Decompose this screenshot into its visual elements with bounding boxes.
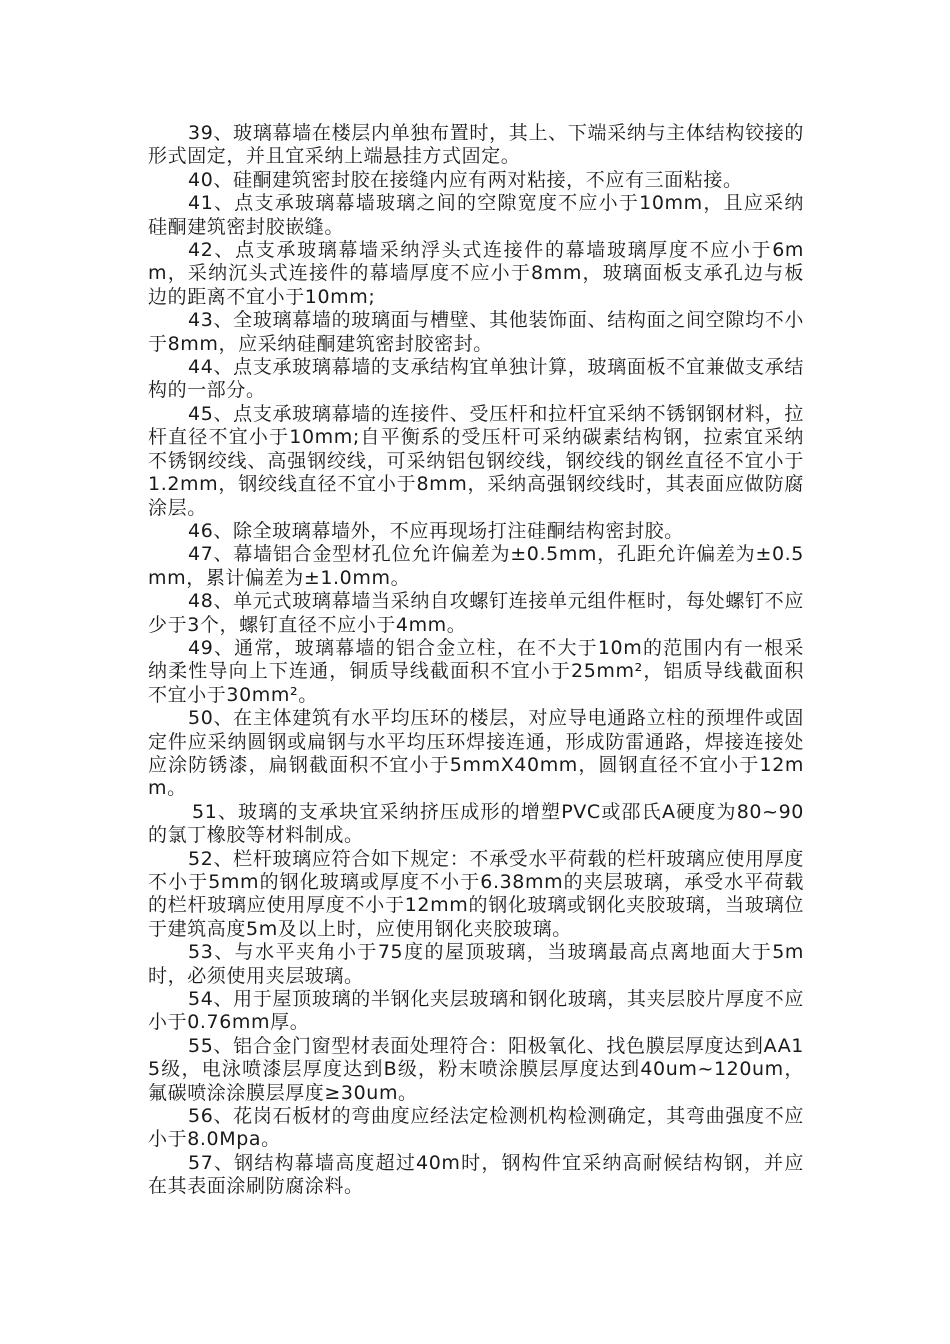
document-body xyxy=(148,122,804,1199)
paragraph-54: 54、用于屋顶玻璃的半钢化夹层玻璃和钢化玻璃，其夹层胶片厚度不应小于0.76mm厚。 xyxy=(148,988,804,1034)
paragraph-39: 39、玻璃幕墙在楼层内单独布置时，其上、下端采纳与主体结构铰接的形式固定，并且宜采纳上端悬挂方式固定。 xyxy=(148,122,804,168)
paragraph-50: 50、在主体建筑有水平均压环的楼层，对应导电通路立柱的预埋件或固定件应采纳圆钢或扁钢与水平均压环焊接连通，形成防雷通路，焊接连接处应涂防锈漆，扁钢截面积不宜小于5mmX40mm，圆钢直径不宜小于12mm。 xyxy=(148,707,804,800)
paragraph-42: 42、点支承玻璃幕墙采纳浮头式连接件的幕墙玻璃厚度不应小于6mm，采纳沉头式连接件的幕墙厚度不应小于8mm，玻璃面板支承孔边与板边的距离不宜小于10mm; xyxy=(148,239,804,308)
paragraph-57: 57、钢结构幕墙高度超过40m时，钢构件宜采纳高耐候结构钢，并应在其表面涂刷防腐涂料。 xyxy=(148,1151,804,1198)
paragraph-46: 46、除全玻璃幕墙外，不应再现场打注硅酮结构密封胶。 xyxy=(188,519,684,542)
paragraph-47: 47、幕墙铝合金型材孔位允许偏差为±0.5mm，孔距允许偏差为±0.5mm，累计偏差为±1.0mm。 xyxy=(148,543,804,589)
paragraph-51: 51、玻璃的支承块宜采纳挤压成形的增塑PVC或邵氏A硬度为80~90的氯丁橡胶等材料制成。 xyxy=(148,800,804,847)
paragraph-55: 55、铝合金门窗型材表面处理符合：阳极氧化、找色膜层厚度达到AA15级，电泳喷漆层厚度达到B级，粉末喷涂膜层厚度达到40um~120um，氟碳喷涂涂膜层厚度≥30um。 xyxy=(148,1034,804,1104)
paragraph-45: 45、点支承玻璃幕墙的连接件、受压杆和拉杆宜采纳不锈钢钢材料，拉杆直径不宜小于10mm;自平衡系的受压杆可采纳碳素结构钢，拉索宜采纳不锈钢绞线、高强钢绞线，可采纳铝包钢绞线，钢绞线的钢丝直径不宜小于1.2mm，钢绞线直径不宜小于8mm，采纳高强钢绞线时，其表面应做防腐涂层。 xyxy=(148,402,804,519)
paragraph-40: 40、硅酮建筑密封胶在接缝内应有两对粘接，不应有三面粘接。 xyxy=(188,168,743,191)
paragraph-43: 43、全玻璃幕墙的玻璃面与槽壁、其他装饰面、结构面之间空隙均不小于8mm，应采纳硅酮建筑密封胶密封。 xyxy=(148,309,804,355)
paragraph-56: 56、花岗石板材的弯曲度应经法定检测机构检测确定，其弯曲强度不应小于8.0Mpa。 xyxy=(148,1105,804,1151)
paragraph-49: 49、通常，玻璃幕墙的铝合金立柱，在不大于10m的范围内有一根采纳柔性导向上下连通，铜质导线截面积不宜小于25mm²，铝质导线截面积不宜小于30mm²。 xyxy=(148,636,804,706)
paragraph-44: 44、点支承玻璃幕墙的支承结构宜单独计算，玻璃面板不宜兼做支承结构的一部分。 xyxy=(148,356,804,402)
paragraph-41: 41、点支承玻璃幕墙玻璃之间的空隙宽度不应小于10mm，且应采纳硅酮建筑密封胶嵌缝。 xyxy=(148,192,804,238)
paragraph-53: 53、与水平夹角小于75度的屋顶玻璃，当玻璃最高点离地面大于5m时，必须使用夹层玻璃。 xyxy=(148,941,804,987)
paragraph-48: 48、单元式玻璃幕墙当采纳自攻螺钉连接单元组件框时，每处螺钉不应少于3个，螺钉直径不应小于4mm。 xyxy=(148,590,804,636)
paragraph-52: 52、栏杆玻璃应符合如下规定：不承受水平荷载的栏杆玻璃应使用厚度不小于5mm的钢化玻璃或厚度不小于6.38mm的夹层玻璃，承受水平荷载的栏杆玻璃应使用厚度不小于12mm的钢化玻璃或钢化夹胶玻璃，当玻璃位于建筑高度5m及以上时，应使用钢化夹胶玻璃。 xyxy=(148,847,804,940)
